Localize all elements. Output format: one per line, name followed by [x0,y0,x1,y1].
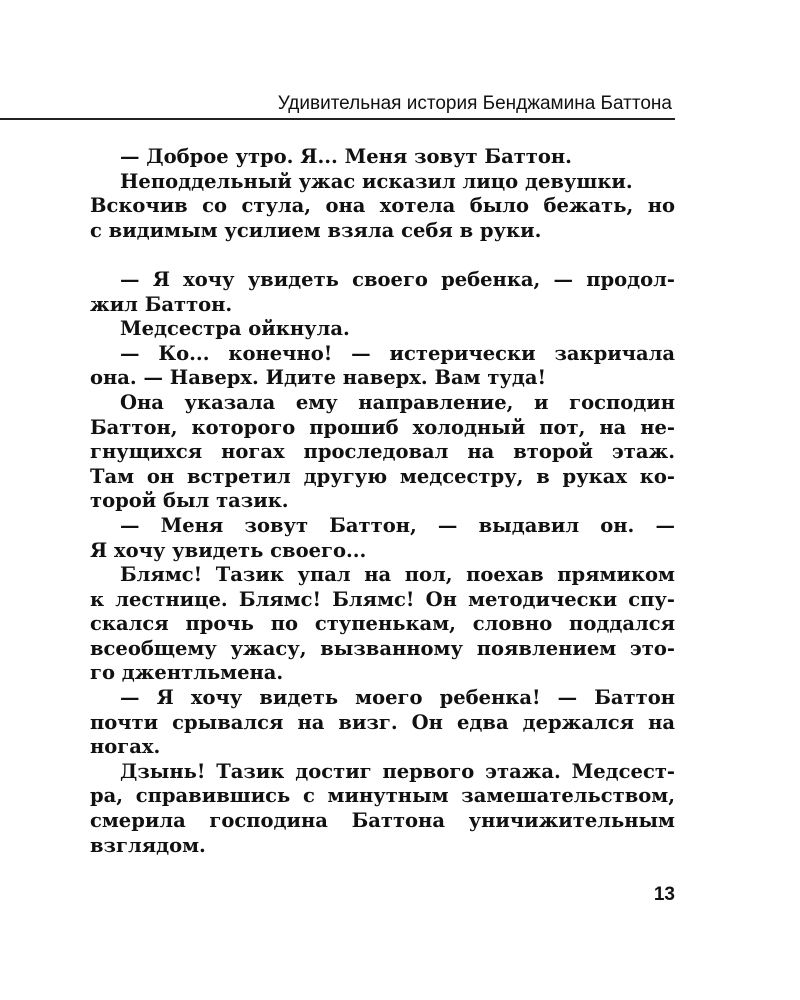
text-line: взглядом. [90,833,206,857]
text-line: — Ко... конечно! — истерически закричала [120,341,675,365]
text-line: почти срывался на визг. Он едва держался на [90,710,675,734]
text-line: Баттон, которого прошиб холодный пот, на не- [90,415,675,439]
running-title: Удивительная история Бенджамина Баттона [277,93,672,114]
text-line: торой был тазик. [90,489,289,513]
text-line: Я хочу увидеть своего... [90,538,367,562]
text-line: — Я хочу увидеть своего ребенка, — продол- [120,267,675,291]
text-line: — Доброе утро. Я... Меня зовут Баттон. [120,145,572,168]
text-line: с видимым усилием взяла себя в руки. [90,218,542,242]
text-line: Вскочив со стула, она хотела было бежать, но [90,194,675,218]
page-number: 13 [653,884,675,905]
text-line: к лестнице. Блямс! Блямс! Он методически спу- [90,587,675,611]
text-line: смерила господина Баттона уничижительным [90,809,675,833]
text-line: — Я хочу видеть моего ребенка! — Баттон [120,686,675,710]
paragraph-gap [90,243,675,268]
text-line: го джентльмена. [90,661,284,685]
text-line: Неподдельный ужас исказил лицо девушки. [120,169,633,193]
header-rule [0,118,675,120]
text-line: Она указала ему направление, и господин [120,390,675,414]
text-line: — Меня зовут Баттон, — выдавил он. — [120,513,675,537]
text-line: всеобщему ужасу, вызванному появлением это- [90,636,675,660]
text-line: она. — Наверх. Идите наверх. Вам туда! [90,366,547,390]
text-line: скался прочь по ступенькам, словно поддался [90,612,675,636]
body-text [90,145,675,858]
text-line: Блямс! Тазик упал на пол, поехав прямиком [120,563,675,587]
text-line: Там он встретил другую медсестру, в руках ко- [90,464,675,488]
text-line: гнущихся ногах проследовал на второй этаж. [90,440,675,464]
text-line: жил Баттон. [90,292,233,316]
text-line: ра, справившись с минутным замешательством, [90,784,675,808]
text-line: Медсестра ойкнула. [120,317,350,341]
text-line: ногах. [90,735,161,759]
text-line: Дзынь! Тазик достиг первого этажа. Медсест- [120,759,675,783]
